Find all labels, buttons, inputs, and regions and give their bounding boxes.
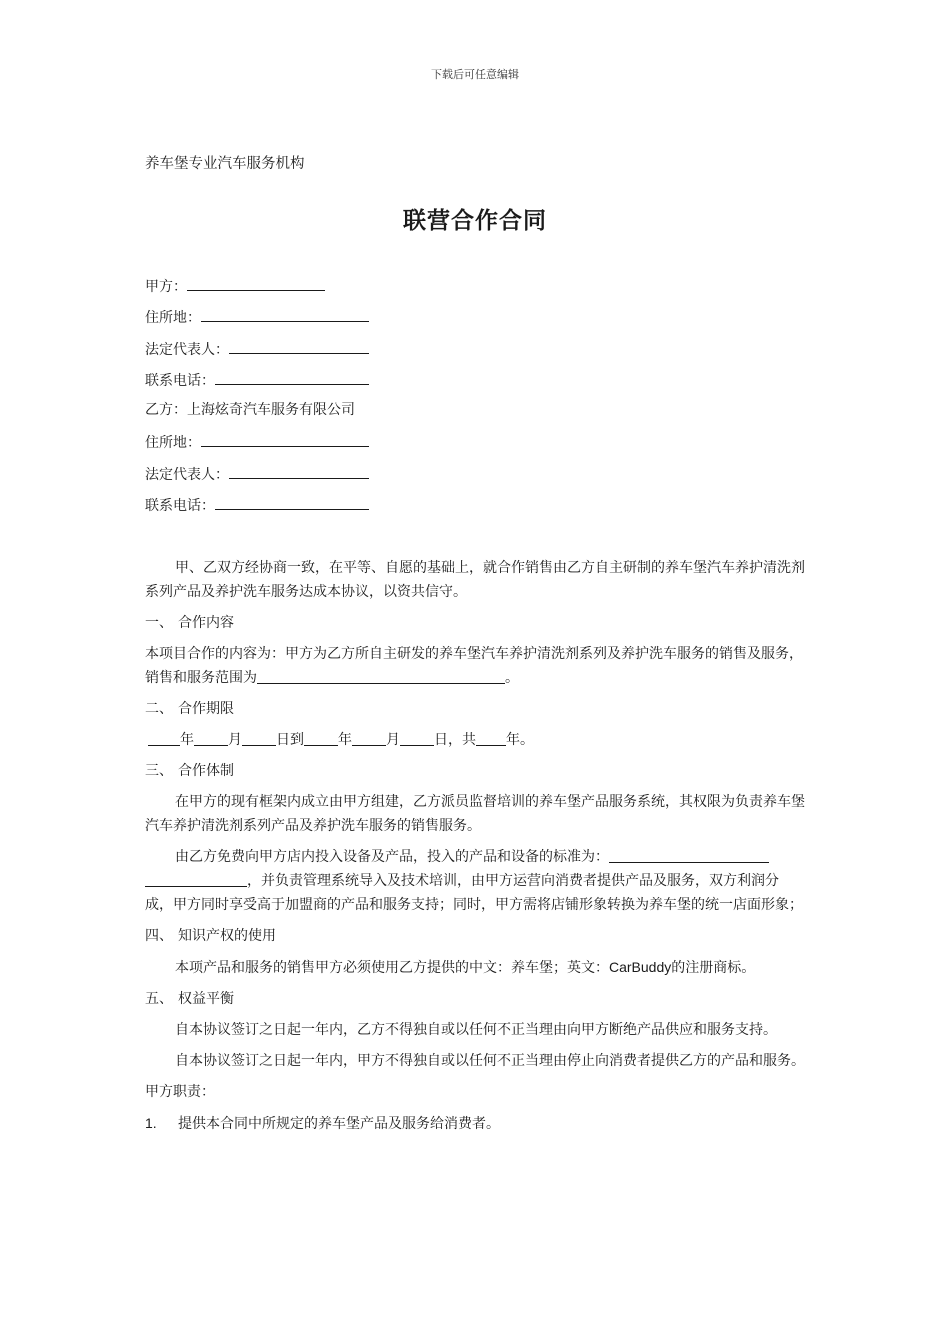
party-a-phone-blank[interactable] [215, 369, 369, 385]
intro-paragraph: 甲、乙双方经协商一致，在平等、自愿的基础上，就合作销售由乙方自主研制的养车堡汽车养护清洗剂系列产品及养护洗车服务达成本协议，以资共信守。 [145, 560, 805, 600]
section-1-text: 本项目合作的内容为：甲方为乙方所自主研发的养车堡汽车养护清洗剂系列及养护洗车服务的销售及服务，销售和服务范围为 [145, 646, 803, 686]
header-note: 下载后可任意编辑 [431, 68, 519, 81]
party-b-rep-blank[interactable] [229, 463, 369, 479]
party-b-address-label: 住所地： [145, 435, 201, 452]
end-month-blank[interactable] [352, 731, 386, 746]
section-5-title: 权益平衡 [178, 991, 234, 1007]
standard-blank-1[interactable] [609, 848, 769, 863]
party-a-blank[interactable] [187, 275, 325, 291]
section-4-heading [145, 924, 805, 948]
section-4-title: 知识产权的使用 [178, 928, 276, 944]
party-b-rep-line [145, 463, 805, 494]
party-b-phone-line [145, 494, 805, 525]
party-a-address-blank[interactable] [201, 306, 369, 322]
document-title: 联营合作合同 [403, 208, 547, 234]
standard-blank-2[interactable] [145, 872, 247, 887]
section-1-title: 合作内容 [178, 615, 234, 631]
section-5-paragraph-1: 自本协议签订之日起一年内，乙方不得独自或以任何不正当理由向甲方断绝产品供应和服务支持。 [175, 1022, 777, 1038]
party-b-name: 上海炫奇汽车服务有限公司 [187, 402, 355, 419]
section-3-text-a: 由乙方免费向甲方店内投入设备及产品，投入的产品和设备的标准为： [175, 849, 609, 865]
party-a-label: 甲方： [145, 279, 187, 295]
section-4-text-b: 的注册商标。 [671, 960, 756, 976]
organization-name: 养车堡专业汽车服务机构 [145, 156, 305, 172]
section-3-paragraph-2 [145, 845, 805, 917]
party-a-address-line [145, 306, 805, 337]
list-item [145, 1111, 805, 1136]
party-b-phone-blank[interactable] [215, 494, 369, 510]
section-1-heading [145, 611, 805, 635]
list-item-text: 提供本合同中所规定的养车堡产品及服务给消费者。 [178, 1116, 500, 1132]
duties-title: 甲方职责： [145, 1084, 215, 1100]
party-a-rep-blank[interactable] [229, 338, 369, 354]
section-3-number: 三、 [145, 763, 173, 779]
section-2-number: 二、 [145, 701, 173, 717]
party-a-line [145, 275, 805, 306]
term-month2-label: 月 [386, 732, 400, 748]
term-year-end-label: 年。 [506, 732, 534, 748]
party-b-phone-label: 联系电话： [145, 498, 215, 515]
section-1-end: 。 [505, 670, 519, 686]
section-2-title: 合作期限 [178, 701, 234, 717]
start-year-blank[interactable] [148, 731, 180, 746]
party-a-rep-label: 法定代表人： [145, 341, 229, 358]
term-total-label: 日，共 [434, 732, 476, 748]
brand-name: CarBuddy [609, 959, 672, 975]
scope-blank[interactable] [257, 669, 505, 684]
contract-body [145, 556, 805, 1136]
party-b-address-blank[interactable] [201, 431, 369, 447]
section-1-paragraph [145, 642, 805, 690]
section-1-number: 一、 [145, 615, 173, 631]
party-b-line [145, 400, 805, 431]
section-2-heading [145, 697, 805, 721]
list-item-number: 1. [145, 1115, 157, 1131]
section-4-paragraph [145, 955, 805, 980]
section-3-heading [145, 759, 805, 783]
party-a-address-label: 住所地： [145, 310, 201, 327]
term-year2-label: 年 [338, 732, 352, 748]
parties-block [145, 275, 805, 525]
section-3-text-b: ，并负责管理系统导入及技术培训，由甲方运营向消费者提供产品及服务，双方利润分成，甲方同时享受高于加盟商的产品和服务支持；同时，甲方需将店铺形象转换为养车堡的统一店面形象； [145, 873, 803, 913]
section-5-number: 五、 [145, 991, 173, 1007]
party-b-label: 乙方： [145, 402, 187, 419]
section-5-paragraph-2: 自本协议签订之日起一年内，甲方不得独自或以任何不正当理由停止向消费者提供乙方的产品和服务。 [175, 1053, 805, 1069]
term-year-label: 年 [180, 732, 194, 748]
end-day-blank[interactable] [400, 731, 434, 746]
end-year-blank[interactable] [304, 731, 338, 746]
party-b-address-line [145, 431, 805, 462]
start-month-blank[interactable] [194, 731, 228, 746]
term-line [145, 728, 805, 752]
party-a-rep-line [145, 338, 805, 369]
party-b-rep-label: 法定代表人： [145, 466, 229, 483]
section-3-title: 合作体制 [178, 763, 234, 779]
section-5-heading [145, 987, 805, 1011]
term-day-to-label: 日到 [276, 732, 304, 748]
start-day-blank[interactable] [242, 731, 276, 746]
term-month-label: 月 [228, 732, 242, 748]
party-a-phone-label: 联系电话： [145, 372, 215, 389]
section-3-paragraph-1: 在甲方的现有框架内成立由甲方组建，乙方派员监督培训的养车堡产品服务系统，其权限为负责养车堡汽车养护清洗剂系列产品及养护洗车服务的销售服务。 [145, 794, 805, 834]
party-a-phone-line [145, 369, 805, 400]
section-4-text-a: 本项产品和服务的销售甲方必须使用乙方提供的中文：养车堡；英文： [175, 960, 609, 976]
total-years-blank[interactable] [476, 731, 506, 746]
section-4-number: 四、 [145, 928, 173, 944]
